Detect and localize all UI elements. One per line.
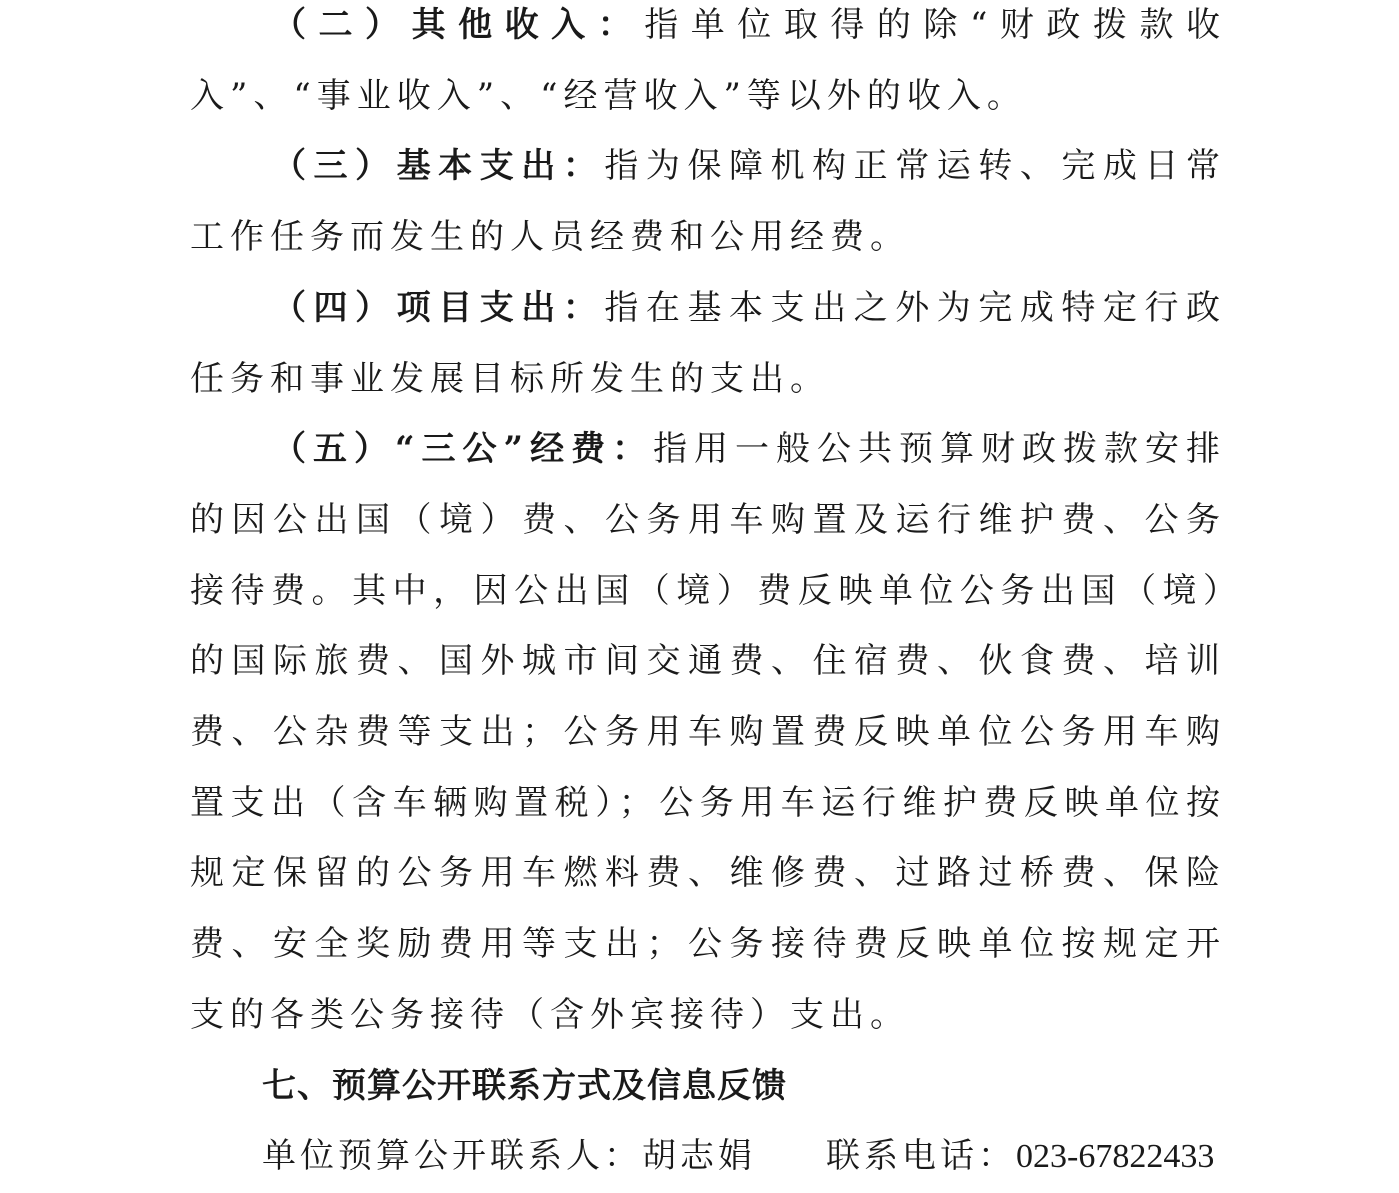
contact-phone-value: 023-67822433 <box>1016 1138 1215 1176</box>
definition-three-public-expenses <box>190 414 1226 1050</box>
definition-term: （二）其他收入： <box>272 5 645 45</box>
definition-term: （五）“三公”经费： <box>272 429 654 470</box>
contact-person-name: 胡志娟 <box>642 1136 756 1177</box>
contact-person-label: 单位预算公开联系人： <box>262 1136 642 1177</box>
definition-basic-expenditure <box>190 131 1226 272</box>
definition-term: （三）基本支出： <box>272 146 605 187</box>
document-page <box>190 0 1226 1193</box>
definition-text: 指用一般公共预算财政拨款安排的因公出国（境）费、公务用车购置及运行维护费、公务接待费。其中，因公出国（境）费反映单位公务出国（境）的国际旅费、国外城市间交通费、住宿费、伙食费、培训费、公杂费等支出；公务用车购置费反映单位公务用车购置支出（含车辆购置税）；公务用车运行维护费反映单位按规定保留的公务用车燃料费、维修费、过路过桥费、保险费、安全奖励费用等支出；公务接待费反映单位按规定开支的各类公务接待（含外宾接待）支出。 <box>190 429 1226 1035</box>
section-heading: 七、预算公开联系方式及信息反馈 <box>262 1065 787 1106</box>
definition-term: （四）项目支出： <box>272 287 605 328</box>
contact-phone-label: 联系电话： <box>826 1136 1016 1177</box>
definition-text: 指单位取得的除“财政拨款收入”、“事业收入”、“经营收入”等以外的收入。 <box>190 5 1226 116</box>
definition-text: 指为保障机构正常运转、完成日常工作任务而发生的人员经费和公用经费。 <box>190 146 1227 258</box>
definition-other-income <box>190 0 1226 131</box>
definition-text: 指在基本支出之外为完成特定行政任务和事业发展目标所发生的支出。 <box>190 287 1227 399</box>
contact-line <box>190 1121 1226 1193</box>
definition-project-expenditure <box>190 273 1226 414</box>
